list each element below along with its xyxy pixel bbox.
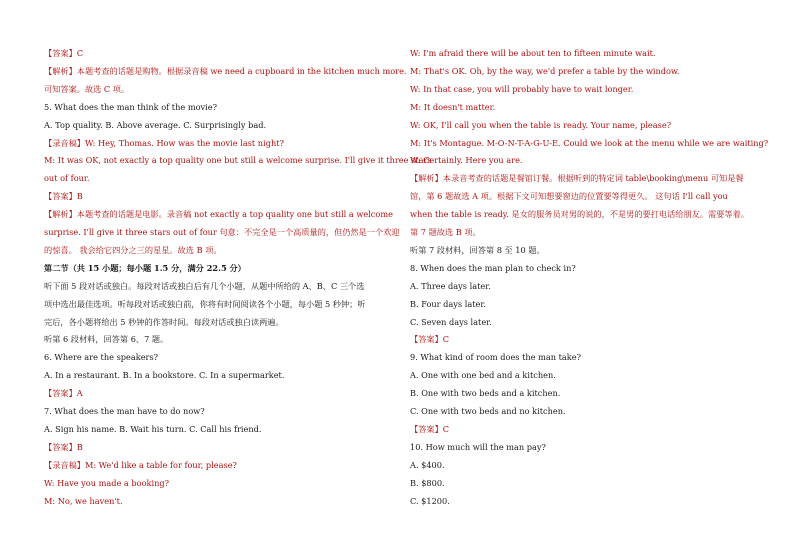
right-text-line: W: In that case, you will probably have to wait longer. (410, 83, 634, 94)
right-text-line: A. One with one bed and a kitchen. (410, 370, 556, 381)
left-text-line: out of four. (44, 173, 90, 184)
right-text-line: C. $1200. (410, 495, 450, 506)
right-text-line: A. $400. (410, 459, 445, 470)
left-text-line: M: It was OK, not exactly a top quality one but still a welcome surprise. I'll give it three stars (44, 155, 432, 166)
right-text-line: W: I'm afraid there will be about ten to fifteen minute wait. (410, 48, 656, 58)
left-text-line: 5. What does the man think of the movie? (44, 101, 217, 112)
right-text-line: B. One with two beds and a kitchen. (410, 388, 561, 399)
right-text-line: 【答案】C (410, 423, 450, 434)
right-text-line: A. Three days later. (410, 280, 491, 291)
right-text-line: 10. How much will the man pay? (410, 441, 546, 452)
left-text-line: 【答案】C (44, 48, 84, 58)
right-text-line: 听第 7 段材料，回答第 8 至 10 题。 (410, 244, 545, 255)
left-text-line: surprise. I'll give it three stars out of four 句意：不完全是一个高质量的，但仍然是一个欢迎 (44, 227, 400, 237)
right-text-line: M: That's OK. Oh, by the way, we'd prefer a table by the window. (410, 65, 680, 76)
right-text-line: M: It doesn't matter. (410, 101, 496, 112)
right-text-line: B. $800. (410, 477, 445, 488)
left-text-line: 【录音稿】M: We'd like a table for four, please? (44, 459, 237, 470)
left-text-line: 可知答案。故选 C 项。 (44, 83, 130, 94)
left-text-line: 【答案】B (44, 441, 83, 452)
right-text-line: 第 7 题故选 B 项。 (410, 227, 481, 237)
left-text-line: 【解析】本题考查的话题是购物。根据录音稿 we need a cupboard in the kitchen much more. (44, 65, 407, 76)
left-text-line: 7. What does the man have to do now? (44, 406, 205, 416)
left-text-line: 项中选出最佳选项。听每段对话或独白前，你将有时间阅读各个小题，每小题 5 秒钟；听 (44, 298, 366, 309)
left-text-line: 听第 6 段材料，回答第 6、7 题。 (44, 334, 169, 345)
left-text-line: M: No, we haven't. (44, 495, 123, 506)
right-text-line: 8. When does the man plan to check in? (410, 262, 576, 273)
left-text-line: 【解析】本题考查的话题是电影。录音稿 not exactly a top quality one but still a welcome (44, 209, 393, 220)
right-text-line: when the table is ready. 是女的服务员对男的说的，不是男的要打电话给朋友。需要等着。 (410, 209, 749, 220)
right-text-line: 9. What kind of room does the man take? (410, 352, 581, 363)
right-text-line: C. Seven days later. (410, 316, 492, 327)
right-text-line: 【答案】C (410, 334, 450, 345)
left-text-line: 【答案】A (44, 388, 83, 399)
right-text-line: 馆，第 6 题故选 A 项。根据下文可知想要窗边的位置要等得更久。 这句话 I'll call you (410, 191, 728, 202)
right-text-line: W: OK, I'll call you when the table is ready. Your name, please? (410, 119, 672, 130)
left-text-line: 完后，各小题将给出 5 秒钟的作答时间。每段对话或独白读两遍。 (44, 316, 284, 327)
right-text-line: W: Certainly. Here you are. (410, 155, 523, 166)
left-text-line: W: Have you made a booking? (44, 477, 169, 488)
left-text-line: A. Top quality. B. Above average. C. Surprisingly bad. (44, 119, 267, 130)
left-text-line: A. In a restaurant. B. In a bookstore. C. In a supermarket. (44, 370, 285, 381)
right-text-line: C. One with two beds and no kitchen. (410, 406, 566, 416)
left-text-line: 的惊喜。 我会给它四分之三的星星。故选 B 项。 (44, 244, 222, 255)
left-text-line: 听下面 5 段对话或独白。每段对话或独白后有几个小题，从题中所给的 A、B、C 三个选 (44, 280, 365, 291)
right-text-line: M: It's Montague. M-O-N-T-A-G-U-E. Could we look at the menu while we are waiting? (410, 137, 769, 148)
left-text-line: 第二节（共 15 小题；每小题 1.5 分，满分 22.5 分） (44, 262, 246, 273)
left-text-line: 【答案】B (44, 191, 83, 202)
right-text-line: B. Four days later. (410, 298, 486, 309)
left-text-line: 【录音稿】W: Hey, Thomas. How was the movie last night? (44, 137, 284, 148)
left-text-line: A. Sign his name. B. Wait his turn. C. Call his friend. (44, 423, 262, 434)
left-text-line: 6. Where are the speakers? (44, 352, 159, 363)
right-text-line: 【解析】本录音考查的话题是餐馆订餐。根据听到的特定词 table\booking\menu 可知是餐 (410, 173, 744, 184)
